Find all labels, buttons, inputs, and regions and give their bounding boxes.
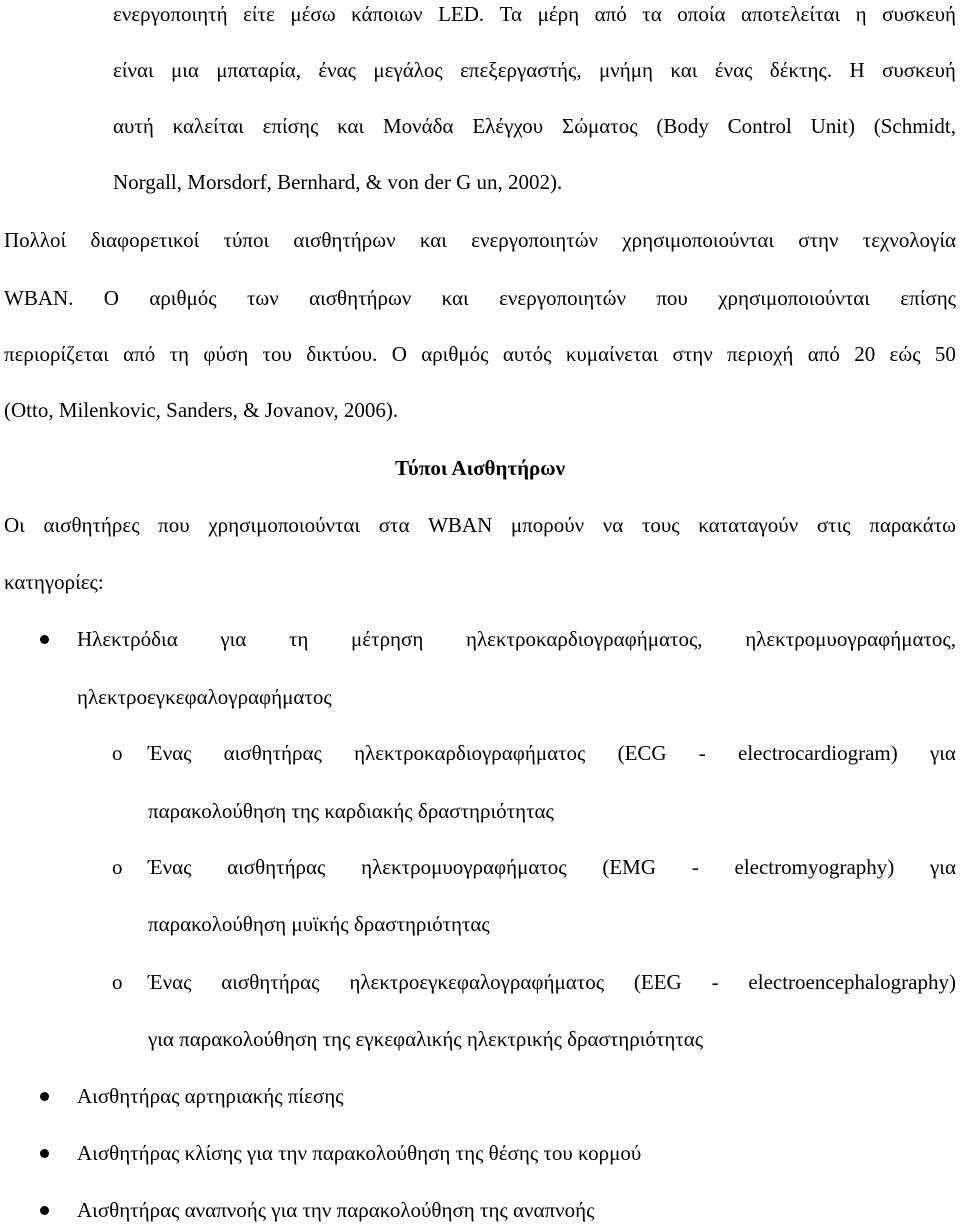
bullet-marker <box>40 1092 49 1101</box>
bullet-marker <box>40 635 49 644</box>
bullet-marker <box>40 1149 49 1158</box>
bullet-3-text: Αισθητήρας κλίσης για την παρακολούθηση της θέσης του κορμού <box>77 1141 642 1165</box>
bullet-4-text: Αισθητήρας αναπνοής για την παρακολούθηση της αναπνοής <box>77 1198 595 1222</box>
paragraph-1-line-4: Norgall, Morsdorf, Bernhard, & von der G un, 2002). <box>113 170 563 194</box>
paragraph-1-line-2: είναι μια μπαταρία, ένας μεγάλος επεξεργαστής, μνήμη και ένας δέκτης. Η συσκευή <box>113 58 956 82</box>
subitem-1-line-2: παρακολούθηση της καρδιακής δραστηριότητας <box>148 799 554 823</box>
paragraph-1-line-3: αυτή καλείται επίσης και Μονάδα Ελέγχου Σώματος (Body Control Unit) (Schmidt, <box>113 114 956 138</box>
bullet-2-text: Αισθητήρας αρτηριακής πίεσης <box>77 1084 344 1108</box>
sub-bullet-marker: o <box>112 855 123 879</box>
sub-bullet-marker: o <box>112 970 123 994</box>
subitem-2-line-2: παρακολούθηση μυϊκής δραστηριότητας <box>148 912 490 936</box>
paragraph-2-line-2: WBAN. Ο αριθμός των αισθητήρων και ενεργοποιητών που χρησιμοποιούνται επίσης <box>4 286 956 310</box>
sub-bullet-marker: o <box>112 741 123 765</box>
subitem-3-line-1: Ένας αισθητήρας ηλεκτροεγκεφαλογραφήματος (EEG - electroencephalography) <box>148 970 956 994</box>
section-heading: Τύποι Αισθητήρων <box>395 456 565 480</box>
intro-line-1: Οι αισθητήρες που χρησιμοποιούνται στα WBAN μπορούν να τους καταταγούν στις παρακάτω <box>4 513 956 537</box>
bullet-1-line-2: ηλεκτροεγκεφαλογραφήματος <box>77 685 332 709</box>
subitem-2-line-1: Ένας αισθητήρας ηλεκτρομυογραφήματος (EMG - electromyography) για <box>148 855 956 879</box>
intro-line-2: κατηγορίες: <box>4 570 104 594</box>
bullet-marker <box>40 1206 49 1215</box>
paragraph-1-line-1: ενεργοποιητή είτε μέσω κάποιων LED. Τα μέρη από τα οποία αποτελείται η συσκευή <box>113 2 956 26</box>
paragraph-2-line-3: περιορίζεται από τη φύση του δικτύου. Ο αριθμός αυτός κυμαίνεται στην περιοχή από 20 εώς 50 <box>4 342 956 366</box>
paragraph-2-line-1: Πολλοί διαφορετικοί τύποι αισθητήρων και ενεργοποιητών χρησιμοποιούνται στην τεχνολογία <box>4 228 956 252</box>
bullet-1-line-1: Ηλεκτρόδια για τη μέτρηση ηλεκτροκαρδιογραφήματος, ηλεκτρομυογραφήματος, <box>77 627 956 651</box>
paragraph-2-line-4: (Otto, Milenkovic, Sanders, & Jovanov, 2006). <box>4 398 399 422</box>
subitem-1-line-1: Ένας αισθητήρας ηλεκτροκαρδιογραφήματος (ECG - electrocardiogram) για <box>148 741 956 765</box>
subitem-3-line-2: για παρακολούθηση της εγκεφαλικής ηλεκτρικής δραστηριότητας <box>148 1027 704 1051</box>
